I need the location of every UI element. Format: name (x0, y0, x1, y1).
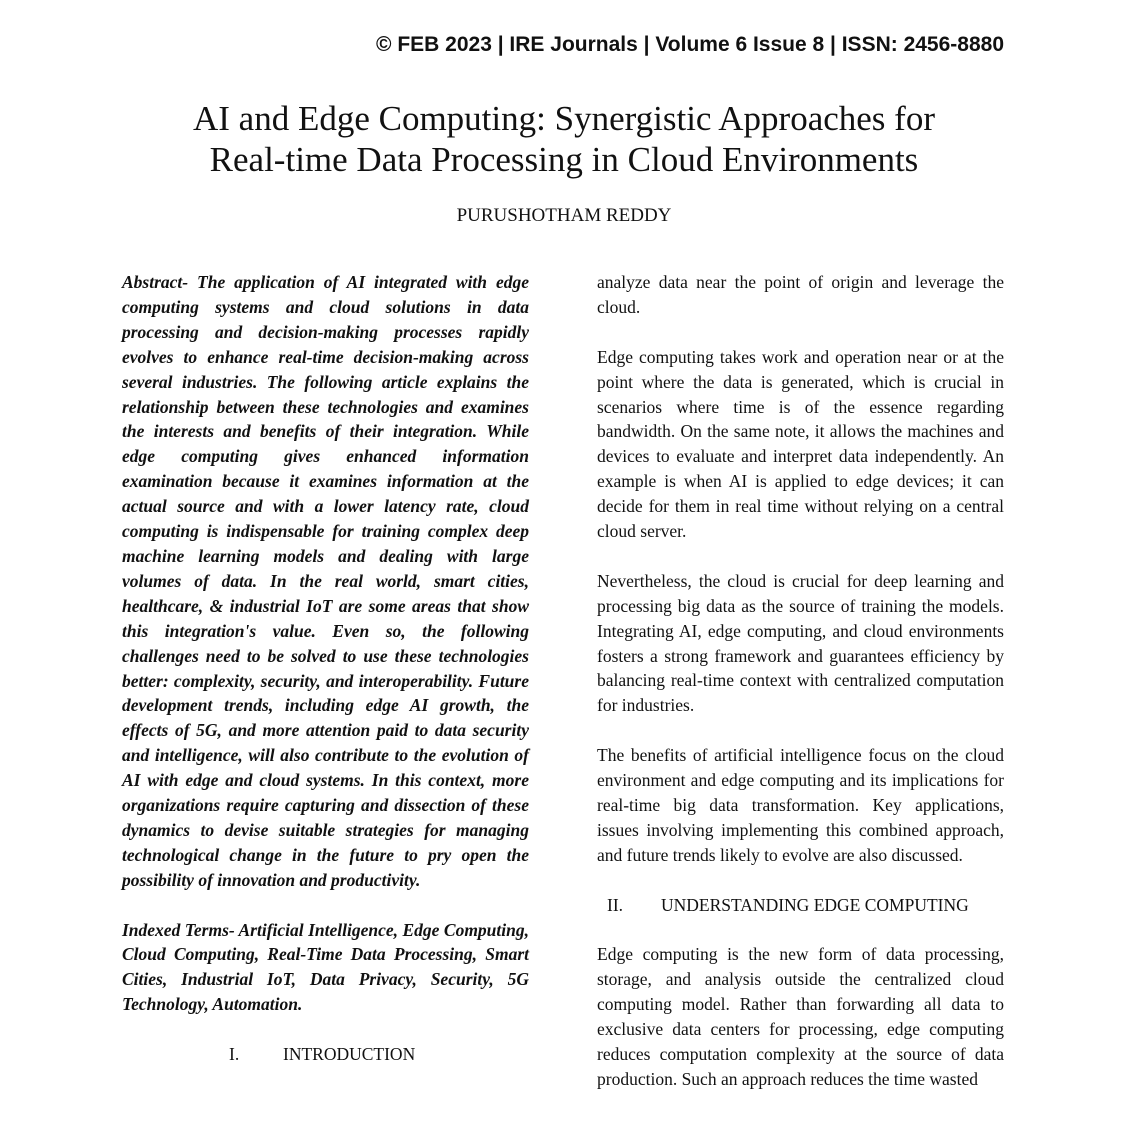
right-column (597, 270, 1004, 1117)
paper-title-line-2: Real-time Data Processing in Cloud Environments (209, 140, 919, 179)
abstract-paragraph: Abstract- The application of AI integrated with edge computing systems and cloud solutions in data processing and decision-making processes rapidly evolves to enhance real-time decision-making across several industries. The following article explains the relationship between these technologies and examines the interests and benefits of their integration. While edge computing gives enhanced information examination because it examines information at the actual source and with a lower latency rate, cloud computing is indispensable for training complex deep machine learning models and dealing with large volumes of data. In the real world, smart cities, healthcare, & industrial IoT are some areas that show this integration's value. Even so, the following challenges need to be solved to use these technologies better: complexity, security, and interoperability. Future development trends, including edge AI growth, the effects of 5G, and more attention paid to data security and intelligence, will also contribute to the evolution of AI with edge and cloud systems. In this context, more organizations require capturing and dissection of these dynamics to devise suitable strategies for managing technological change in the future to pry open the possibility of innovation and productivity. (122, 272, 529, 890)
section-title: INTRODUCTION (283, 1044, 416, 1065)
body-paragraph: Nevertheless, the cloud is crucial for deep learning and processing big data as the source of training the models. Integrating AI, edge computing, and cloud environments fosters a strong framework and guarantees efficiency by balancing real-time context with centralized computation for industries. (597, 570, 1004, 716)
body-paragraph: analyze data near the point of origin and leverage the cloud. (597, 272, 1004, 317)
indexed-terms-paragraph: Indexed Terms- Artificial Intelligence, Edge Computing, Cloud Computing, Real-Time Data Processing, Smart Cities, Industrial IoT, Data Privacy, Security, 5G Technology, Automation. (122, 919, 529, 1015)
body-paragraph: Edge computing takes work and operation near or at the point where the data is generated, which is crucial in scenarios where time is of the essence regarding bandwidth. On the same note, it allows the machines and devices to evaluate and interpret data independently. An example is when AI is applied to edge devices; it can decide for them in real time without relying on a central cloud server. (597, 346, 1004, 542)
journal-header: © FEB 2023 | IRE Journals | Volume 6 Issue 8 | ISSN: 2456-8880 (376, 33, 1004, 56)
paper-title (0, 98, 1128, 180)
section-number: I. (229, 1044, 240, 1065)
section-number: II. (607, 894, 624, 915)
left-column (122, 270, 529, 1092)
paper-title-line-1: AI and Edge Computing: Synergistic Approaches for (192, 99, 935, 138)
body-paragraph: Edge computing is the new form of data processing, storage, and analysis outside the centralized cloud computing model. Rather than forwarding all data to exclusive data centers for processing, edge computing reduces computation complexity at the source of data production. Such an approach reduces the time wasted (597, 944, 1004, 1089)
section-title: UNDERSTANDING EDGE COMPUTING (661, 894, 969, 915)
author-name: PURUSHOTHAM REDDY (456, 205, 672, 226)
section-heading-introduction (122, 1042, 529, 1067)
body-paragraph: The benefits of artificial intelligence focus on the cloud environment and edge computing and its implications for real-time big data transformation. Key applications, issues involving implementing this combined approach, and future trends likely to evolve are also discussed. (597, 745, 1004, 865)
section-heading-understanding-edge-computing (597, 893, 1004, 918)
